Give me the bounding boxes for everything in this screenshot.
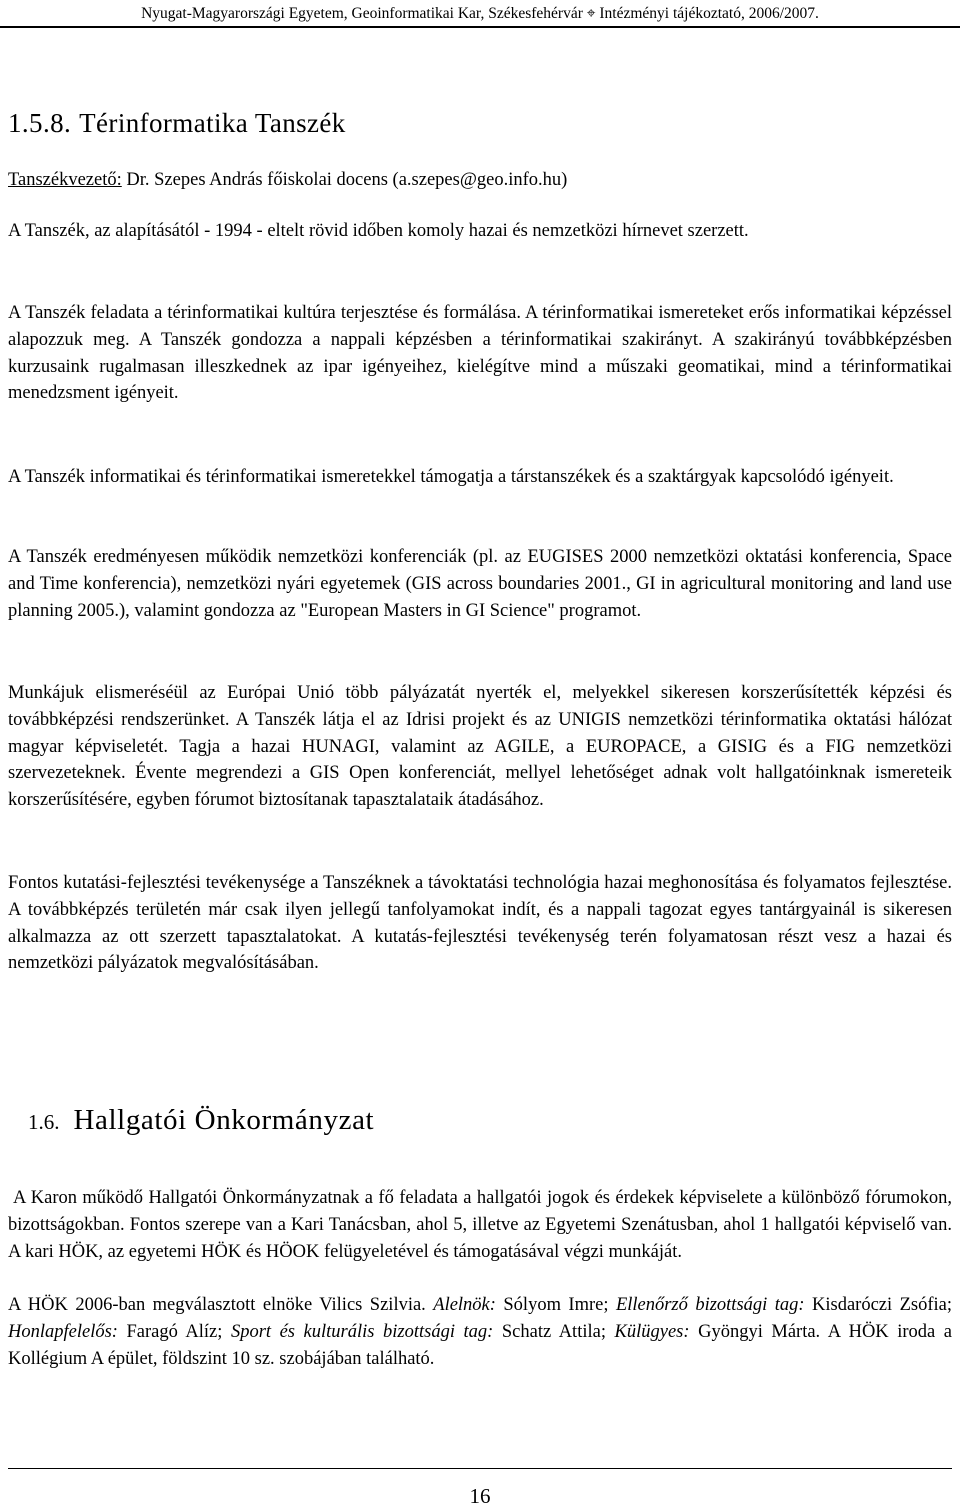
- webmaster-name: Faragó Alíz;: [117, 1321, 231, 1342]
- paragraph-research: Fontos kutatási-fejlesztési tevékenysége a Tanszéknek a távoktatási technológia hazai meghonosítása és folyamatos fejlesztése. A továbbképzés területén már csak ilyen jellegű tanfolyamokat indít, és a nappali tagozat egyes tantárgyainál is sikeresen alkalmazza az ott szerzett tapasztalatokat. A kutatás-fejlesztési tevékenység terén folyamatosan részt vesz a hazai és nemzetközi pályázatok megvalósításában.: [8, 873, 952, 974]
- section-heading-158: [8, 106, 346, 140]
- office-location: A HÖK iroda a Kollégium A épület, földszint 10 sz. szobájában található.: [8, 1321, 952, 1369]
- header-separator-icon: ⌖: [586, 5, 596, 22]
- paragraph-eu-projects: Munkájuk elismeréséül az Európai Unió több pályázatát nyerték el, melyekkel sikeresen korszerűsítették képzési és továbbképzési rendszerünket. A Tanszék látja el az Idrisi projekt és az UNIGIS nemzetközi térinformatika oktatási hálózat magyar képviseletét. Tagja a hazai HUNAGI, valamint az AGILE, a EUROPACE, a GISIG és a FIG nemzetközi szervezeteknek. Évente megrendezi a GIS Open konferenciát, mellyel lehetőséget adnak volt hallgatóinknak ismereteik korszerűsítésére, egyben fórumot biztosítanak tapasztalataik átadásához.: [8, 683, 952, 811]
- foreign-affairs-name: Gyöngyi Márta.: [689, 1321, 828, 1342]
- paragraph-conferences: A Tanszék eredményesen működik nemzetközi konferenciák (pl. az EUGISES 2000 nemzetközi oktatási konferencia, Space and Time konferencia), nemzetközi nyári egyetemek (GIS across boundaries 2001., GI in agricultural monitoring and land use planning 2005.), valamint gondozza az "European Masters in GI Science" programot.: [8, 547, 952, 621]
- page-number: 16: [469, 1484, 491, 1508]
- sport-culture-label: Sport és kulturális bizottsági tag:: [230, 1321, 494, 1342]
- section-number: 1.6.: [28, 1110, 60, 1134]
- section-heading-16: [28, 1100, 374, 1145]
- paragraph-officers: [8, 1292, 952, 1372]
- foreign-affairs-label: Külügyes:: [614, 1321, 690, 1342]
- footer-rule: [8, 1468, 952, 1469]
- paragraph-founding: A Tanszék, az alapításától - 1994 - eltelt rövid időben komoly hazai és nemzetközi hírnevet szerzett.: [8, 221, 749, 241]
- department-head-label: Tanszékvezető:: [8, 170, 122, 190]
- audit-committee-label: Ellenőrző bizottsági tag:: [615, 1295, 805, 1315]
- header-institution: Nyugat-Magyarországi Egyetem, Geoinformatikai Kar, Székesfehérvár: [141, 5, 583, 22]
- president-text: A HÖK 2006-ban megválasztott elnöke Vilics Szilvia.: [8, 1295, 434, 1315]
- vice-president-label: Alelnök:: [433, 1295, 496, 1315]
- department-head-line: [8, 167, 567, 193]
- section-title: Térinformatika Tanszék: [79, 108, 346, 138]
- running-header: [0, 4, 960, 24]
- webmaster-label: Honlapfelelős:: [8, 1321, 118, 1342]
- section-title: Hallgatói Önkormányzat: [73, 1104, 375, 1136]
- paragraph-mission: A Tanszék feladata a térinformatikai kultúra terjesztése és formálása. A térinformatikai ismereteket erős informatikai képzéssel alapozzuk meg. A Tanszék gondozza a nappali képzésben a térinformatikai szakirányt. A szakirányú továbbképzésben kurzusaink rugalmasan illeszkednek az ipar igényeihez, kielégítve mind a műszaki geomatikai, mind a térinformatikai menedzsment igényeit.: [8, 303, 952, 404]
- paragraph-student-union: A Karon működő Hallgatói Önkormányzatnak a fő feladata a hallgatói jogok és érdekek képviselete a különböző fórumokon, bizottságokban. Fontos szerepe van a Kari Tanácsban, ahol 5, illetve az Egyetemi Szenátusban, ahol 1 hallgatói képviselő van. A kari HÖK, az egyetemi HÖK és HÖOK felügyeletével és támogatásával végzi munkáját.: [8, 1188, 952, 1262]
- vice-president-name: Sólyom Imre;: [495, 1295, 616, 1315]
- section-number: 1.5.8.: [8, 108, 72, 138]
- paragraph-support: A Tanszék informatikai és térinformatikai ismeretekkel támogatja a társtanszékek és a szaktárgyak kapcsolódó igényeit.: [8, 467, 894, 487]
- sport-culture-name: Schatz Attila;: [493, 1321, 615, 1342]
- department-head-value: Dr. Szepes András főiskolai docens (a.szepes@geo.info.hu): [121, 170, 568, 190]
- header-rule: [0, 26, 960, 28]
- header-publication: Intézményi tájékoztató, 2006/2007.: [599, 5, 819, 22]
- audit-committee-name: Kisdaróczi Zsófia;: [804, 1295, 952, 1315]
